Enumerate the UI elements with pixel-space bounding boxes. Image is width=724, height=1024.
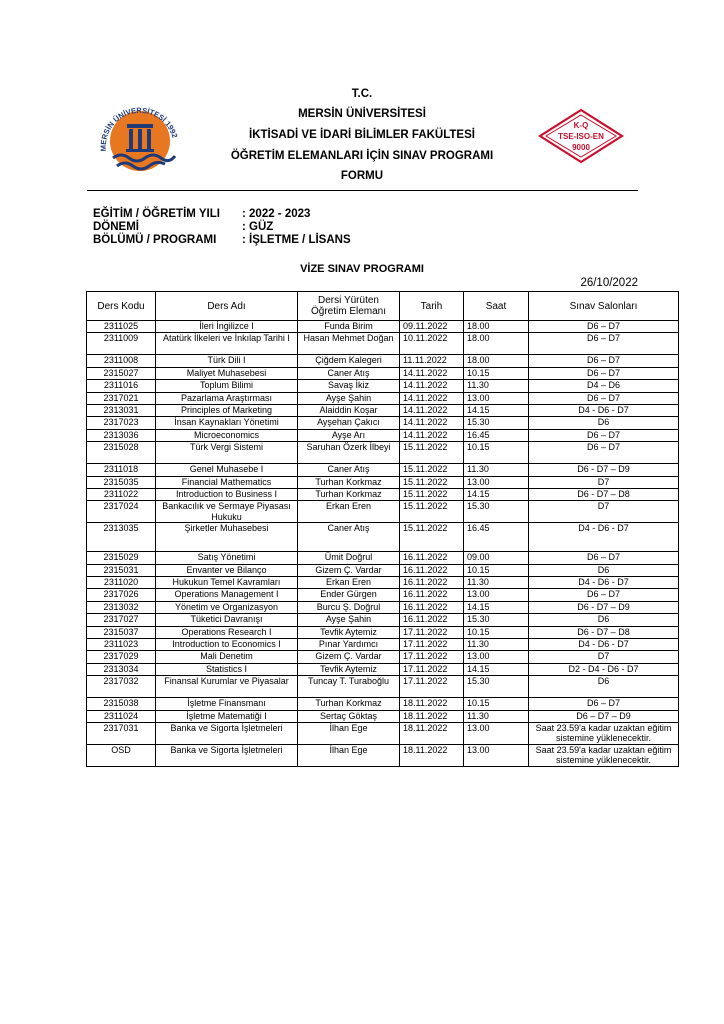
cell-exam-date: 15.11.2022 — [400, 488, 464, 500]
cell-exam-date: 15.11.2022 — [400, 476, 464, 488]
column-header-code: Ders Kodu — [87, 292, 156, 321]
cell-exam-time: 15.30 — [464, 614, 529, 626]
cell-exam-date: 17.11.2022 — [400, 651, 464, 663]
table-row — [87, 601, 679, 613]
cell-exam-rooms: D6 — [529, 417, 679, 429]
cell-instructor: Tevfik Aytemiz — [298, 626, 400, 638]
cell-exam-date: 14.11.2022 — [400, 380, 464, 392]
table-row — [87, 429, 679, 441]
cell-instructor: Ender Gürgen — [298, 589, 400, 601]
cell-course-code: 2317023 — [87, 417, 156, 429]
table-row — [87, 626, 679, 638]
cell-exam-time: 14.15 — [464, 404, 529, 416]
cell-exam-time: 11.30 — [464, 577, 529, 589]
cell-exam-rooms: D7 — [529, 476, 679, 488]
cell-course-name: Principles of Marketing — [156, 404, 298, 416]
cell-exam-rooms: D6 – D7 — [529, 552, 679, 564]
cell-instructor: Caner Atış — [298, 464, 400, 476]
cell-exam-rooms: D4 - D6 - D7 — [529, 639, 679, 651]
cell-exam-date: 09.11.2022 — [400, 321, 464, 333]
cell-course-name: Maliyet Muhasebesi — [156, 367, 298, 379]
cell-exam-rooms: D6 – D7 — [529, 429, 679, 441]
table-row — [87, 488, 679, 500]
cell-course-name: Genel Muhasebe I — [156, 464, 298, 476]
cell-exam-rooms: D6 – D7 — [529, 698, 679, 710]
cell-exam-time: 13.00 — [464, 476, 529, 488]
cell-instructor: Burcu Ş. Doğrul — [298, 601, 400, 613]
table-row — [87, 404, 679, 416]
cell-exam-rooms: D6 – D7 — [529, 321, 679, 333]
cell-exam-time: 09.00 — [464, 552, 529, 564]
cell-exam-rooms: D6 — [529, 676, 679, 698]
cell-course-code: 2317032 — [87, 676, 156, 698]
cell-exam-time: 13.00 — [464, 744, 529, 766]
cell-course-name: Türk Vergi Sistemi — [156, 442, 298, 464]
cell-exam-rooms: D7 — [529, 501, 679, 523]
cell-exam-time: 10.15 — [464, 367, 529, 379]
cell-exam-rooms: D6 – D7 – D9 — [529, 710, 679, 722]
cell-exam-rooms: D6 - D7 – D8 — [529, 626, 679, 638]
column-header-time: Saat — [464, 292, 529, 321]
cell-exam-date: 18.11.2022 — [400, 744, 464, 766]
table-row — [87, 552, 679, 564]
cell-exam-date: 15.11.2022 — [400, 501, 464, 523]
table-row — [87, 663, 679, 675]
cell-exam-rooms: Saat 23.59'a kadar uzaktan eğitim sistemine yüklenecektir. — [529, 744, 679, 766]
cell-course-name: Operations Management I — [156, 589, 298, 601]
cell-course-code: 2315035 — [87, 476, 156, 488]
table-row — [87, 589, 679, 601]
table-row — [87, 651, 679, 663]
table-row — [87, 392, 679, 404]
cell-exam-date: 18.11.2022 — [400, 722, 464, 744]
cell-course-code: 2313031 — [87, 404, 156, 416]
cell-course-name: Atatürk İlkeleri ve İnkılap Tarihi I — [156, 333, 298, 355]
cell-exam-rooms: D6 – D7 — [529, 589, 679, 601]
cell-exam-rooms: D6 – D7 — [529, 392, 679, 404]
cell-course-name: Mali Denetim — [156, 651, 298, 663]
cell-exam-date: 15.11.2022 — [400, 464, 464, 476]
cell-instructor: Turhan Korkmaz — [298, 698, 400, 710]
cell-course-code: 2311025 — [87, 321, 156, 333]
table-row — [87, 639, 679, 651]
cell-exam-time: 13.00 — [464, 651, 529, 663]
info-year-label: EĞİTİM / ÖĞRETİM YILI — [93, 208, 220, 220]
table-row — [87, 367, 679, 379]
cell-instructor: Erkan Eren — [298, 577, 400, 589]
column-header-rooms: Sınav Salonları — [529, 292, 679, 321]
table-row — [87, 698, 679, 710]
cell-course-code: 2315027 — [87, 367, 156, 379]
cell-course-code: 2313035 — [87, 523, 156, 552]
cell-course-code: 2311023 — [87, 639, 156, 651]
cell-course-name: Pazarlama Araştırması — [156, 392, 298, 404]
cell-course-code: 2311018 — [87, 464, 156, 476]
cell-course-code: 2313032 — [87, 601, 156, 613]
cell-exam-rooms: D4 - D6 - D7 — [529, 404, 679, 416]
cell-course-code: 2311009 — [87, 333, 156, 355]
cell-exam-rooms: D7 — [529, 651, 679, 663]
cell-exam-time: 11.30 — [464, 639, 529, 651]
cell-exam-date: 16.11.2022 — [400, 589, 464, 601]
cell-exam-rooms: D4 - D6 - D7 — [529, 577, 679, 589]
cell-exam-rooms: D6 - D7 – D8 — [529, 488, 679, 500]
logo-iso-number: 9000 — [572, 143, 590, 152]
table-row — [87, 417, 679, 429]
cell-course-code: 2315029 — [87, 552, 156, 564]
table-row — [87, 744, 679, 766]
cell-course-name: Yönetim ve Organizasyon — [156, 601, 298, 613]
table-row — [87, 501, 679, 523]
header-faculty: İKTİSADİ VE İDARİ BİLİMLER FAKÜLTESİ — [249, 129, 475, 141]
cell-exam-time: 15.30 — [464, 417, 529, 429]
cell-course-name: Toplum Bilimi — [156, 380, 298, 392]
cell-exam-time: 13.00 — [464, 589, 529, 601]
cell-instructor: Caner Atış — [298, 523, 400, 552]
table-row — [87, 710, 679, 722]
cell-exam-time: 10.15 — [464, 698, 529, 710]
table-row — [87, 333, 679, 355]
cell-course-name: Finansal Kurumlar ve Piyasalar — [156, 676, 298, 698]
cell-exam-time: 11.30 — [464, 380, 529, 392]
logo-arc-text: MERSİN ÜNİVERSİTESİ 1992 — [98, 105, 180, 152]
cell-course-name: İşletme Matematiği I — [156, 710, 298, 722]
header-divider — [87, 190, 638, 191]
cell-exam-date: 16.11.2022 — [400, 552, 464, 564]
cell-exam-rooms: D6 - D7 – D9 — [529, 601, 679, 613]
info-dept-value: : İŞLETME / LİSANS — [242, 234, 351, 246]
cell-exam-time: 15.30 — [464, 676, 529, 698]
table-row — [87, 476, 679, 488]
cell-instructor: Ayşe Arı — [298, 429, 400, 441]
cell-course-name: Operations Research I — [156, 626, 298, 638]
cell-exam-time: 14.15 — [464, 663, 529, 675]
header-form-title: ÖĞRETİM ELEMANLARI İÇİN SINAV PROGRAMI — [230, 150, 494, 162]
info-year-value: : 2022 - 2023 — [242, 208, 311, 220]
cell-exam-date: 16.11.2022 — [400, 601, 464, 613]
cell-exam-rooms: D6 – D7 — [529, 442, 679, 464]
cell-course-code: 2311020 — [87, 577, 156, 589]
table-row — [87, 355, 679, 367]
table-row — [87, 614, 679, 626]
cell-exam-date: 17.11.2022 — [400, 676, 464, 698]
table-row — [87, 722, 679, 744]
cell-course-code: 2311024 — [87, 710, 156, 722]
cell-course-code: 2311022 — [87, 488, 156, 500]
cell-course-code: 2313034 — [87, 663, 156, 675]
cell-instructor: Ayşe Şahin — [298, 392, 400, 404]
column-header-course: Ders Adı — [156, 292, 298, 321]
section-title: VİZE SINAV PROGRAMI — [300, 263, 424, 275]
cell-course-name: Türk Dili I — [156, 355, 298, 367]
cell-course-name: Banka ve Sigorta İşletmeleri — [156, 744, 298, 766]
cell-course-code: 2311008 — [87, 355, 156, 367]
cell-course-name: Bankacılık ve Sermaye Piyasası Hukuku — [156, 501, 298, 523]
cell-course-name: Statistics I — [156, 663, 298, 675]
exam-schedule-table — [86, 291, 679, 767]
cell-course-name: Microeconomics — [156, 429, 298, 441]
cell-course-code: 2317031 — [87, 722, 156, 744]
cell-course-name: İleri İngilizce I — [156, 321, 298, 333]
cell-exam-time: 16.45 — [464, 429, 529, 441]
cell-course-name: Şirketler Muhasebesi — [156, 523, 298, 552]
logo-tse-text: TSE-ISO-EN — [558, 132, 604, 141]
cell-exam-date: 17.11.2022 — [400, 639, 464, 651]
cell-instructor: Hasan Mehmet Doğan — [298, 333, 400, 355]
cell-exam-time: 11.30 — [464, 464, 529, 476]
cell-exam-date: 18.11.2022 — [400, 710, 464, 722]
cell-exam-date: 18.11.2022 — [400, 698, 464, 710]
cell-instructor: Turhan Korkmaz — [298, 476, 400, 488]
cell-course-name: Financial Mathematics — [156, 476, 298, 488]
cell-instructor: Tuncay T. Turaboğlu — [298, 676, 400, 698]
cell-instructor: Funda Birim — [298, 321, 400, 333]
cell-course-name: Banka ve Sigorta İşletmeleri — [156, 722, 298, 744]
cell-instructor: Sertaç Göktaş — [298, 710, 400, 722]
cell-course-name: Envanter ve Bilanço — [156, 564, 298, 576]
cell-exam-date: 16.11.2022 — [400, 577, 464, 589]
cell-exam-date: 17.11.2022 — [400, 626, 464, 638]
cell-instructor: Ayşehan Çakıcı — [298, 417, 400, 429]
cell-instructor: Erkan Eren — [298, 501, 400, 523]
cell-instructor: Ayşe Şahin — [298, 614, 400, 626]
info-term-value: : GÜZ — [242, 221, 274, 233]
cell-exam-date: 15.11.2022 — [400, 523, 464, 552]
cell-course-name: Hukukun Temel Kavramları — [156, 577, 298, 589]
cell-exam-rooms: D6 – D7 — [529, 367, 679, 379]
cell-course-code: 2317029 — [87, 651, 156, 663]
cell-instructor: Savaş İkiz — [298, 380, 400, 392]
issue-date: 26/10/2022 — [580, 277, 638, 289]
cell-course-name: İnsan Kaynakları Yönetimi — [156, 417, 298, 429]
cell-exam-time: 13.00 — [464, 392, 529, 404]
cell-instructor: Pınar Yardımcı — [298, 639, 400, 651]
cell-course-code: 2313036 — [87, 429, 156, 441]
table-row — [87, 442, 679, 464]
cell-exam-rooms: D6 – D7 — [529, 333, 679, 355]
cell-course-name: İşletme Finansmanı — [156, 698, 298, 710]
cell-course-code: 2317026 — [87, 589, 156, 601]
cell-exam-time: 11.30 — [464, 710, 529, 722]
cell-course-code: 2317027 — [87, 614, 156, 626]
cell-instructor: Alaiddin Koşar — [298, 404, 400, 416]
table-row — [87, 523, 679, 552]
cell-exam-date: 14.11.2022 — [400, 392, 464, 404]
table-row — [87, 564, 679, 576]
cell-instructor: Saruhan Özerk İlbeyi — [298, 442, 400, 464]
cell-exam-rooms: D6 – D7 — [529, 355, 679, 367]
cell-course-code: OSD — [87, 744, 156, 766]
cell-exam-date: 15.11.2022 — [400, 442, 464, 464]
cell-exam-rooms: Saat 23.59'a kadar uzaktan eğitim sistemine yüklenecektir. — [529, 722, 679, 744]
table-row — [87, 676, 679, 698]
cell-course-name: Introduction to Business I — [156, 488, 298, 500]
cell-instructor: İlhan Ege — [298, 722, 400, 744]
cell-exam-time: 10.15 — [464, 564, 529, 576]
cell-exam-time: 15.30 — [464, 501, 529, 523]
info-dept-label: BÖLÜMÜ / PROGRAMI — [93, 234, 217, 246]
cell-exam-rooms: D4 - D6 - D7 — [529, 523, 679, 552]
table-row — [87, 321, 679, 333]
column-header-instructor: Dersi Yürüten Öğretim Elemanı — [298, 292, 400, 321]
cell-instructor: Çiğdem Kalegeri — [298, 355, 400, 367]
table-header-row — [87, 292, 679, 321]
cell-course-name: Satış Yönetimi — [156, 552, 298, 564]
header-tc: T.C. — [351, 88, 373, 100]
cell-exam-date: 14.11.2022 — [400, 429, 464, 441]
cell-instructor: Caner Atış — [298, 367, 400, 379]
cell-exam-time: 18.00 — [464, 355, 529, 367]
info-term-label: DÖNEMİ — [93, 221, 139, 233]
cell-exam-time: 14.15 — [464, 601, 529, 613]
cell-instructor: Gizem Ç. Vardar — [298, 564, 400, 576]
cell-exam-rooms: D2 - D4 - D6 - D7 — [529, 663, 679, 675]
cell-course-name: Introduction to Economics I — [156, 639, 298, 651]
cell-instructor: Turhan Korkmaz — [298, 488, 400, 500]
cell-course-code: 2315038 — [87, 698, 156, 710]
header-university: MERSİN ÜNİVERSİTESİ — [298, 108, 426, 120]
cell-instructor: Ümit Doğrul — [298, 552, 400, 564]
cell-course-name: Tüketici Davranışı — [156, 614, 298, 626]
cell-exam-date: 16.11.2022 — [400, 564, 464, 576]
cell-course-code: 2315028 — [87, 442, 156, 464]
cell-instructor: Tevfik Aytemiz — [298, 663, 400, 675]
cell-exam-time: 10.15 — [464, 442, 529, 464]
cell-exam-time: 14.15 — [464, 488, 529, 500]
logo-kq-text: K-Q — [573, 121, 589, 130]
cell-exam-time: 10.15 — [464, 626, 529, 638]
cell-exam-rooms: D6 - D7 – D9 — [529, 464, 679, 476]
cell-instructor: Gizem Ç. Vardar — [298, 651, 400, 663]
cell-exam-date: 10.11.2022 — [400, 333, 464, 355]
cell-exam-time: 18.00 — [464, 321, 529, 333]
cell-exam-rooms: D6 — [529, 614, 679, 626]
cell-exam-date: 11.11.2022 — [400, 355, 464, 367]
table-row — [87, 380, 679, 392]
cell-course-code: 2317024 — [87, 501, 156, 523]
header-form: FORMU — [340, 170, 384, 182]
cell-exam-date: 16.11.2022 — [400, 614, 464, 626]
cell-exam-time: 16.45 — [464, 523, 529, 552]
table-row — [87, 464, 679, 476]
column-header-date: Tarih — [400, 292, 464, 321]
cell-course-code: 2317021 — [87, 392, 156, 404]
cell-exam-time: 13.00 — [464, 722, 529, 744]
table-row — [87, 577, 679, 589]
cell-course-code: 2311016 — [87, 380, 156, 392]
cell-exam-date: 14.11.2022 — [400, 404, 464, 416]
cell-exam-date: 17.11.2022 — [400, 663, 464, 675]
cell-exam-rooms: D6 — [529, 564, 679, 576]
cell-exam-rooms: D4 – D6 — [529, 380, 679, 392]
cell-course-code: 2315031 — [87, 564, 156, 576]
cell-instructor: İlhan Ege — [298, 744, 400, 766]
cell-exam-time: 18.00 — [464, 333, 529, 355]
cell-exam-date: 14.11.2022 — [400, 367, 464, 379]
cell-course-code: 2315037 — [87, 626, 156, 638]
cell-exam-date: 14.11.2022 — [400, 417, 464, 429]
